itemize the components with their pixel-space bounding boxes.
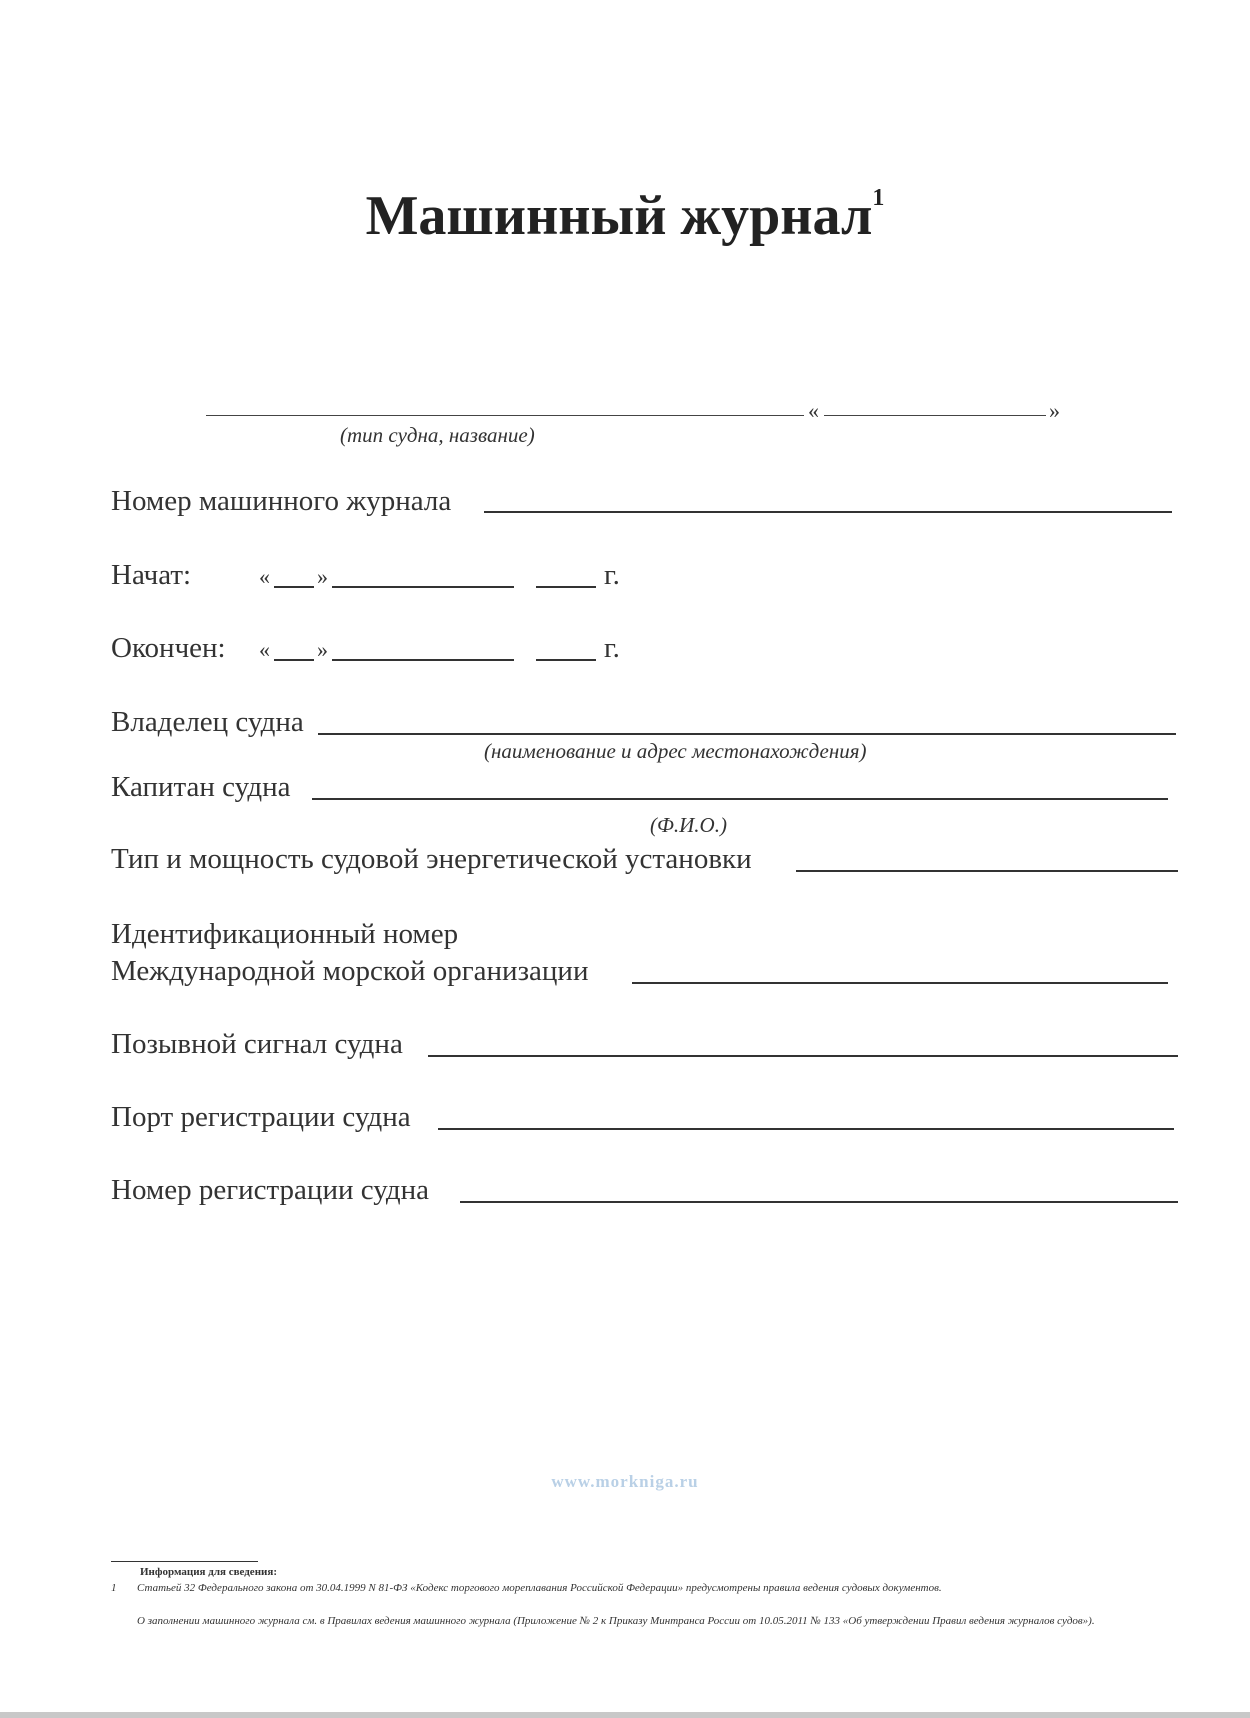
footnote-heading: Информация для сведения:: [140, 1566, 277, 1578]
reg-number-blank[interactable]: [460, 1201, 1178, 1203]
log-number-label: Номер машинного журнала: [111, 485, 452, 517]
finished-open-quote: «: [259, 637, 270, 662]
started-open-quote: «: [259, 564, 270, 589]
owner-caption: (наименование и адрес местонахождения): [484, 739, 867, 763]
started-day-blank[interactable]: [274, 586, 314, 588]
captain-caption: (Ф.И.О.): [650, 813, 727, 837]
captain-blank[interactable]: [312, 798, 1168, 800]
ship-name-open-quote: «: [808, 398, 819, 423]
owner-blank[interactable]: [318, 733, 1176, 735]
captain-label: Капитан судна: [111, 771, 291, 803]
footnote-separator: [111, 1561, 258, 1562]
footnote-2-text: О заполнении машинного журнала см. в Правилах ведения машинного журнала (Приложение № 2 к Приказу Минтранса России от 10.05.2011 № 133 «Об утверждении Правил ведения журналов судов»).: [137, 1615, 1095, 1627]
finished-year-suffix: г.: [604, 632, 620, 664]
started-year-blank[interactable]: [536, 586, 596, 588]
ship-type-caption: (тип судна, название): [340, 423, 535, 447]
owner-label: Владелец судна: [111, 706, 304, 738]
power-plant-blank[interactable]: [796, 870, 1178, 872]
footnote-2: [111, 1614, 1181, 1628]
port-blank[interactable]: [438, 1128, 1174, 1130]
ship-name-blank[interactable]: [824, 415, 1046, 416]
footnote-1: [111, 1581, 1181, 1595]
started-label: Начат:: [111, 559, 192, 591]
imo-label-line1: Идентификационный номер: [111, 918, 459, 950]
finished-close-quote: »: [317, 637, 328, 662]
finished-year-blank[interactable]: [536, 659, 596, 661]
ship-type-blank[interactable]: [206, 415, 804, 416]
port-label: Порт регистрации судна: [111, 1101, 411, 1133]
footnote-1-number: 1: [111, 1582, 117, 1594]
page-title: Машинный журнал$^1$: [365, 185, 885, 247]
finished-month-blank[interactable]: [332, 659, 514, 661]
imo-blank[interactable]: [632, 982, 1168, 984]
started-year-suffix: г.: [604, 559, 620, 591]
ship-name-close-quote: »: [1049, 398, 1060, 423]
log-number-blank[interactable]: [484, 511, 1172, 513]
watermark: www.morkniga.ru: [551, 1472, 699, 1491]
finished-day-blank[interactable]: [274, 659, 314, 661]
started-month-blank[interactable]: [332, 586, 514, 588]
footnote-1-text: Статьей 32 Федерального закона от 30.04.1999 N 81-ФЗ «Кодекс торгового мореплавания Российской Федерации» предусмотрены правила ведения судовых документов.: [137, 1582, 942, 1594]
imo-label-line2: Международной морской организации: [111, 955, 589, 987]
call-sign-blank[interactable]: [428, 1055, 1178, 1057]
call-sign-label: Позывной сигнал судна: [111, 1028, 403, 1060]
power-plant-label: Тип и мощность судовой энергетической установки: [111, 843, 752, 875]
started-close-quote: »: [317, 564, 328, 589]
page-bottom-edge: [0, 1712, 1250, 1718]
finished-label: Окончен:: [111, 632, 226, 664]
title-footnote-mark: 1: [872, 185, 885, 211]
reg-number-label: Номер регистрации судна: [111, 1174, 430, 1206]
